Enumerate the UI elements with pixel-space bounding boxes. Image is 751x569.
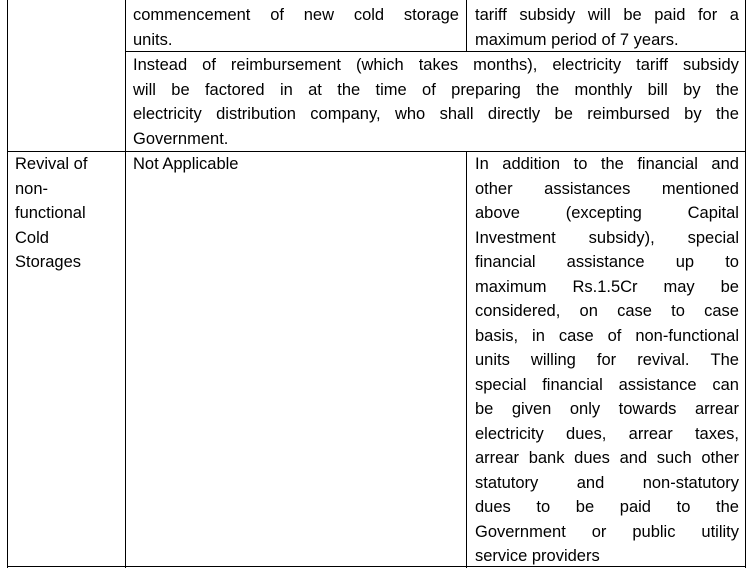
cell-top-details <box>475 3 739 52</box>
text-line: Investment subsidy), special <box>475 228 739 247</box>
text-line: maximum period of 7 years. <box>475 30 679 49</box>
text-line: maximum Rs.1.5Cr may be <box>475 277 739 296</box>
text-line: other assistances mentioned <box>475 179 739 198</box>
text-line: electricity dues, arrear taxes, <box>475 424 739 443</box>
text-line: electricity distribution company, who shall directly be reimbursed by the <box>133 105 739 123</box>
word: tariff <box>475 6 507 24</box>
text-line: units. <box>133 30 173 49</box>
text-line: will be factored in at the time of preparing the monthly bill by the <box>133 80 739 99</box>
label-line: Storages <box>15 253 82 271</box>
text-line: Government. <box>133 129 229 148</box>
word: new <box>303 6 335 24</box>
text-line: basis, in case of non-functional <box>475 326 739 345</box>
table-divider-col2-top <box>466 0 467 51</box>
word: commencement <box>133 6 251 24</box>
word: subsidy <box>519 6 576 24</box>
text-line: considered, on case to case <box>475 302 739 320</box>
cell-revival-details <box>475 152 739 569</box>
text-line: In addition to the financial and <box>475 155 739 173</box>
text-line: Government or public utility <box>475 522 739 541</box>
text-line: units willing for revival. The <box>475 351 739 369</box>
cell-top-applicability <box>133 3 459 52</box>
text-line: dues to be paid to the <box>475 498 739 516</box>
cell-revival-applicability <box>133 152 459 177</box>
text-line: arrear bank dues and such other <box>475 449 739 467</box>
word: a <box>729 6 739 24</box>
label-line: Revival of <box>15 155 88 173</box>
table-divider-col1 <box>125 0 126 568</box>
text-line: service providers <box>475 547 600 565</box>
word: for <box>697 6 718 24</box>
cell-revival-label <box>15 152 121 275</box>
label-line: functional <box>15 204 86 222</box>
text-line: above (excepting Capital <box>475 204 739 222</box>
word: will <box>587 6 611 24</box>
cell-tariff-note <box>133 53 739 151</box>
table-divider-col2-bottom <box>466 151 467 568</box>
text-line: financial assistance up to <box>475 253 739 271</box>
text-line <box>133 3 459 28</box>
word: cold <box>353 6 385 24</box>
label-line: Cold <box>15 228 49 247</box>
label-line: non- <box>15 179 49 198</box>
text-line <box>475 3 739 28</box>
table-border-right <box>745 0 746 568</box>
text-line: statutory and non-statutory <box>475 473 739 492</box>
text-line: Instead of reimbursement (which takes months), electricity tariff subsidy <box>133 56 739 74</box>
word: paid <box>654 6 686 24</box>
not-applicable-text: Not Applicable <box>133 155 239 173</box>
text-line: special financial assistance can <box>475 375 739 394</box>
table-border-left <box>7 0 8 568</box>
word: of <box>270 6 284 24</box>
text-line: be given only towards arrear <box>475 400 739 418</box>
word: storage <box>403 6 459 24</box>
word: be <box>623 6 642 24</box>
